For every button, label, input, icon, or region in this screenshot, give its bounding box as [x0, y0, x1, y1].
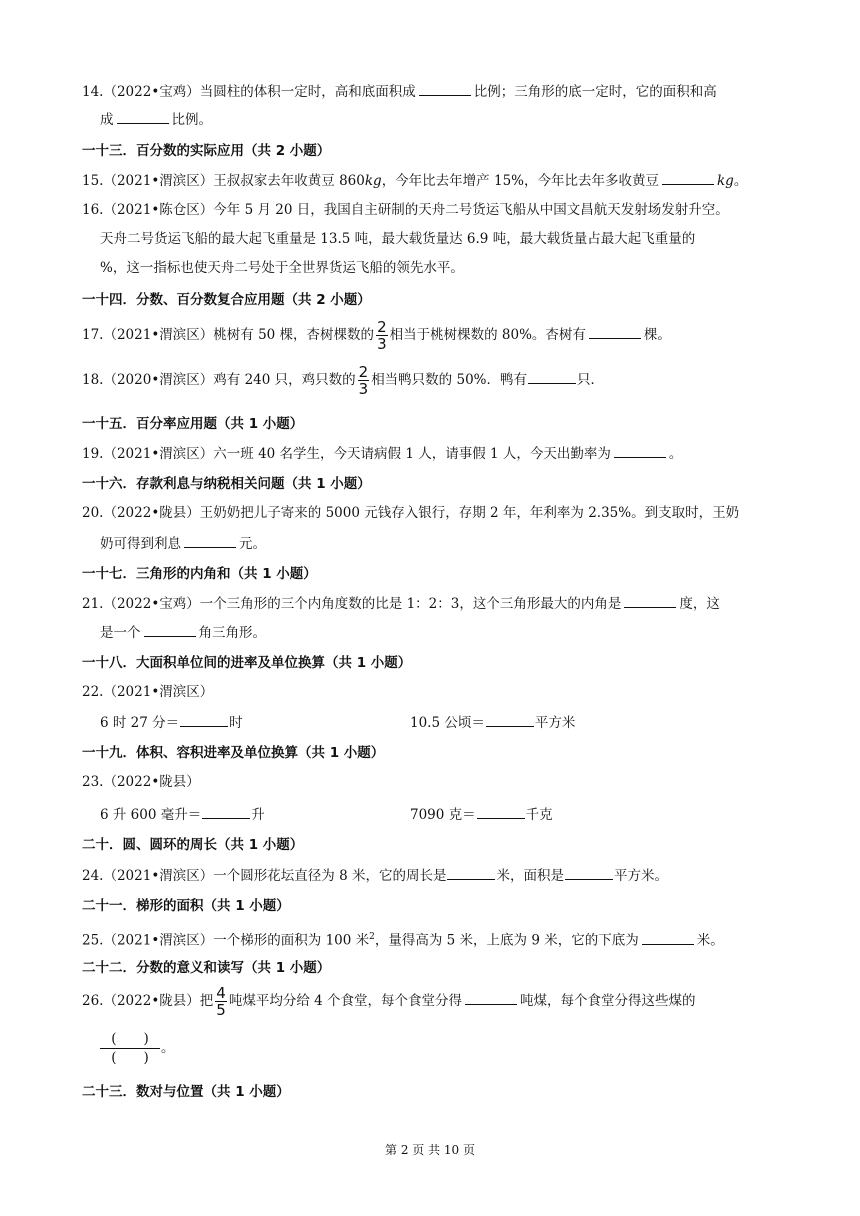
section-heading: 一十八．大面积单位间的进率及单位换算（共 1 小题）	[82, 655, 412, 671]
question-18: 18.（2020•渭滨区）鸡有 240 只，鸡只数的 $\frac{2}{3}$ 相当鸭只数的 50%．鸭有 只．	[82, 363, 604, 398]
question-26: 26.（2022•陇县）把 $\frac{4}{5}$ 吨煤平均分给 4 个食堂，每个食堂分得 吨煤，每个食堂分得这些煤的	[82, 984, 696, 1019]
question-22: 22.（2021•渭滨区）	[82, 684, 214, 700]
question-25: 25.（2021•渭滨区）一个梯形的面积为 100 米$^2$，量得高为 5 米，上底为 9 米，它的下底为 米。	[82, 932, 724, 949]
answer-blank[interactable]	[447, 866, 495, 880]
question-21: 21.（2022•宝鸡）一个三角形的三个内角度数的比是 1：2：3，这个三角形最大的内角是 度，这	[82, 596, 720, 612]
fraction: $\frac{4}{5}$	[216, 984, 226, 1019]
answer-blank[interactable]	[642, 931, 694, 945]
question-16-cont2: %，这一指标也使天舟二号处于全世界货运飞船的领先水平。	[100, 260, 464, 276]
section-heading: 二十一．梯形的面积（共 1 小题）	[82, 898, 290, 914]
section-heading: 一十九．体积、容积进率及单位换算（共 1 小题）	[82, 745, 385, 761]
answer-blank[interactable]	[180, 713, 228, 727]
question-17: 17.（2021•渭滨区）桃树有 50 棵，杏树棵数的 $\frac{2}{3}$ 相当于桃树棵数的 80%。杏树有 棵。	[82, 318, 671, 353]
answer-blank[interactable]	[589, 325, 641, 339]
question-24: 24.（2021•渭滨区）一个圆形花坛直径为 8 米，它的周长是 米，面积是 平方米。	[82, 868, 668, 884]
answer-blank[interactable]	[624, 594, 676, 608]
section-heading: 一十三．百分数的实际应用（共 2 小题）	[82, 143, 331, 159]
q14-text: 14.（2022•宝鸡）当圆柱的体积一定时，高和底面积成	[82, 84, 416, 100]
question-14: 14.（2022•宝鸡）当圆柱的体积一定时，高和底面积成 比例；三角形的底一定时，它的面积和高	[82, 84, 717, 100]
answer-blank[interactable]	[465, 991, 517, 1005]
answer-blank[interactable]	[477, 805, 525, 819]
question-15: 15.（2021•渭滨区）王叔叔家去年收黄豆 860kg，今年比去年增产 15%，今年比去年多收黄豆 kg。	[82, 173, 748, 189]
question-23: 23.（2022•陇县）	[82, 774, 200, 790]
answer-blank[interactable]	[528, 370, 576, 384]
page-footer: 第 2 页 共 10 页	[385, 1143, 475, 1157]
answer-blank[interactable]	[565, 866, 613, 880]
answer-blank[interactable]	[117, 110, 169, 124]
question-16: 16.（2021•陈仓区）今年 5 月 20 日，我国自主研制的天舟二号货运飞船从中国文昌航天发射场发射升空。	[82, 202, 729, 218]
question-19: 19.（2021•渭滨区）六一班 40 名学生，今天请病假 1 人，请事假 1 人，今天出勤率为 。	[82, 446, 683, 462]
answer-blank[interactable]	[202, 805, 250, 819]
section-heading: 二十三．数对与位置（共 1 小题）	[82, 1084, 290, 1100]
answer-blank[interactable]	[184, 534, 236, 548]
question-26-end: 。	[161, 1040, 175, 1056]
question-21-cont: 是一个 角三角形。	[100, 625, 266, 641]
answer-blank[interactable]	[486, 713, 534, 727]
section-heading: 一十七．三角形的内角和（共 1 小题）	[82, 566, 317, 582]
section-heading: 一十六．存款利息与纳税相关问题（共 1 小题）	[82, 476, 371, 492]
answer-blank[interactable]	[662, 171, 714, 185]
answer-blank[interactable]	[419, 82, 471, 96]
section-heading: 一十四．分数、百分数复合应用题（共 2 小题）	[82, 292, 371, 308]
question-14-cont: 成 比例。	[100, 112, 212, 128]
answer-blank[interactable]	[144, 623, 196, 637]
question-16-cont: 天舟二号货运飞船的最大起飞重量是 13.5 吨，最大载货量达 6.9 吨，最大载货量占最大起飞重量的	[100, 231, 696, 247]
section-heading: 一十五．百分率应用题（共 1 小题）	[82, 416, 304, 432]
answer-blank[interactable]	[614, 444, 666, 458]
section-heading: 二十二．分数的意义和读写（共 1 小题）	[82, 960, 331, 976]
section-heading: 二十．圆、圆环的周长（共 1 小题）	[82, 837, 304, 853]
question-22-items: 6 时 27 分＝ 时 10.5 公顷＝ 平方米	[100, 715, 576, 731]
answer-fraction-blank[interactable]: ( ) ( )	[100, 1030, 160, 1067]
fraction: $\frac{2}{3}$	[358, 363, 369, 398]
fraction: $\frac{2}{3}$	[377, 318, 387, 353]
question-20: 20.（2022•陇县）王奶奶把儿子寄来的 5000 元钱存入银行，存期 2 年，年利率为 2.35%。到支取时，王奶	[82, 505, 740, 521]
question-20-cont: 奶可得到利息 元。	[100, 536, 266, 552]
question-23-items: 6 升 600 毫升＝ 升 7090 克＝ 千克	[100, 807, 553, 823]
